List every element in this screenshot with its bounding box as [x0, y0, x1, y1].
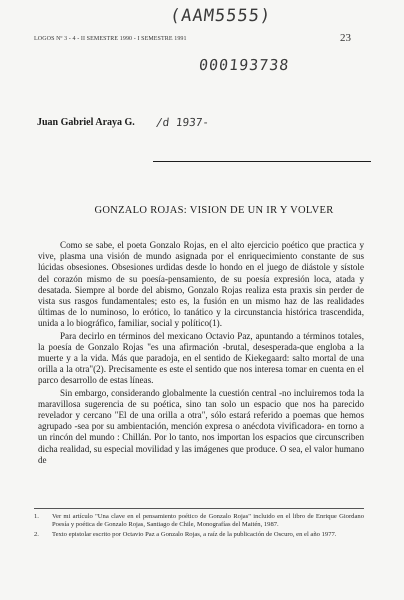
paragraph: Para decirlo en términos del mexicano Octavio Paz, apuntando a términos totales, la poesía de Gonzalo Rojas "es una afirmación -brutal, desesperada-que engloba a la muerte y a la vida. Más que paradoja, en el sentido de Kiekegaard: salto mortal de una orilla a la otra"(2). Precisamente es este el sentido que nos interesa tomar en cuenta en el parco desarrollo de estas líneas.	[38, 330, 364, 386]
footnote-number: 1.	[34, 513, 39, 520]
footnote-divider	[34, 508, 364, 509]
footnote	[34, 513, 364, 530]
handwritten-catalog-id: 000193738	[198, 56, 291, 74]
footnote-text: Ver mi artículo "Una clave en el pensamiento poético de Gonzalo Rojas" incluido en el libro de Enrique Giordano Poesía y poética de Gonzalo Rojas, Santiago de Chile, Monografías del Maitén, 1987.	[52, 513, 364, 529]
title-divider	[153, 161, 371, 162]
handwritten-reference-code: (AAM5555)	[168, 6, 273, 26]
paragraph: Como se sabe, el poeta Gonzalo Rojas, en el alto ejercicio poético que practica y vive, plasma una visión de mundo asignada por el enriquecimiento constante de sus lúcidas obsesiones. Obsesiones urdidas desde lo hondo en el juego de diástole y sístole del corazón mismo de su poesía-pensamiento, de su poesía expresión loca, atada y desatada. Siempre al borde del abismo, Gonzalo Rojas realiza esta praxis sin perder de vista sus rasgos fundamentales; esto es, la fusión en un mismo haz de las realidades últimas de lo numinoso, lo erótico, lo tanático y la circunstancia histórica trascendida, unida a lo biográfico, familiar, social y político(1).	[38, 240, 364, 329]
footnotes	[34, 513, 364, 540]
author-name: Juan Gabriel Araya G.	[37, 117, 135, 128]
article-title: GONZALO ROJAS: VISION DE UN IR Y VOLVER	[94, 205, 334, 216]
paragraph: Sin embargo, considerando globalmente la cuestión central -no incluiremos toda la maravillosa sugerencia de su poética, sino tan solo un espacio que nos ha parecido revelador y cercano "El de una orilla a otra", sólo estará referido a poemas que hemos agrupado -sea por su ambientación, mención expresa o anécdota vivificadora- en torno a un rincón del mundo : Chillán. Por lo tanto, nos importan los espacios que circunscriben dicha realidad, su especial movilidad y las imágenes que produce. O sea, el valor humano de	[38, 387, 365, 465]
footnote	[34, 531, 364, 539]
article-body	[38, 240, 364, 466]
footnote-text: Texto epistolar escrito por Octavio Paz a Gonzalo Rojas, a raíz de la publicación de Oscuro, en el año 1977.	[52, 530, 337, 538]
handwritten-year-note: /d 1937-	[155, 116, 210, 129]
footnote-number: 2.	[34, 530, 39, 538]
running-head: LOGOS Nº 3 - 4 - II SEMESTRE 1990 - I SEMESTRE 1991	[34, 36, 187, 42]
page-number: 23	[340, 32, 351, 44]
